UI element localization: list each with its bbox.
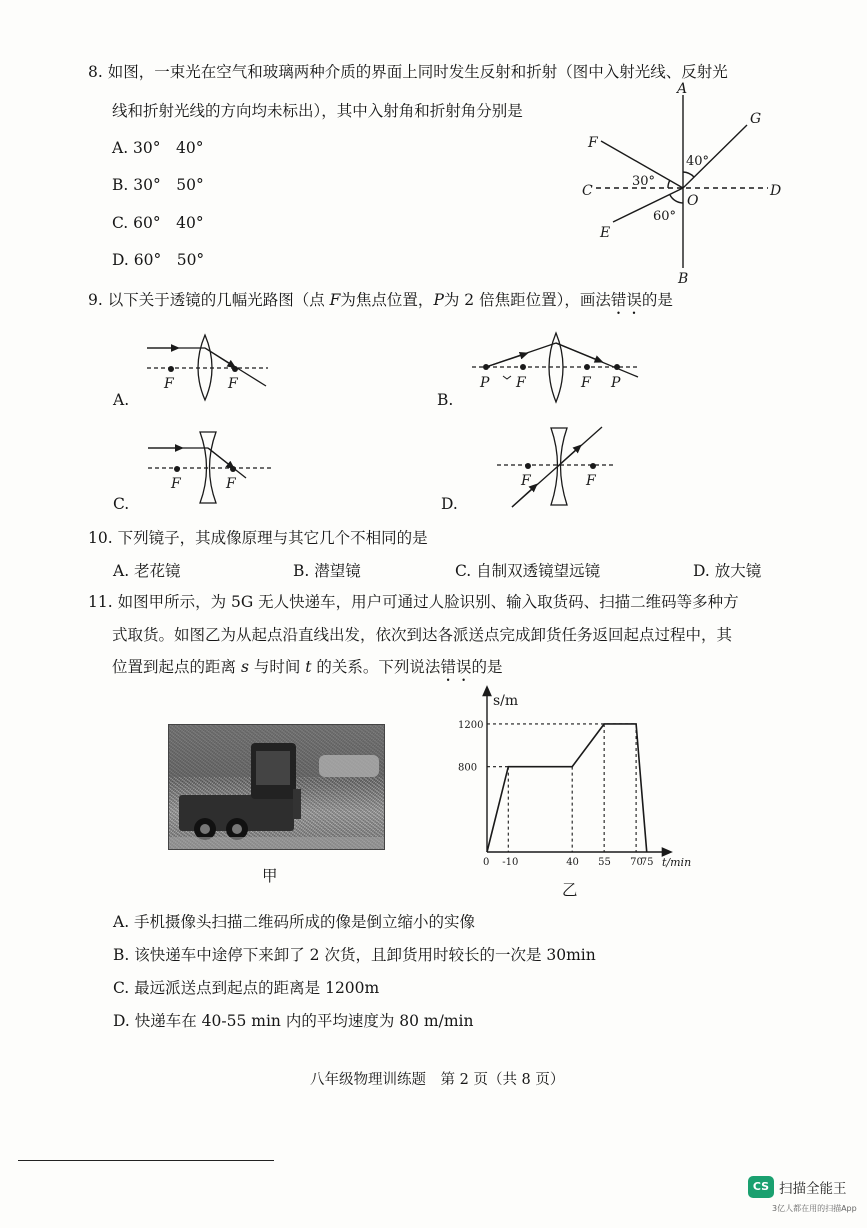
label-c: C — [582, 183, 593, 199]
q9-stem-post: 的是 — [641, 291, 673, 309]
q11-stem-t: t — [305, 658, 312, 676]
q9b-label-f1: F — [516, 375, 526, 391]
q8-option-b: B. 30° 50° — [112, 176, 204, 194]
q9-stem-mid2: 为 2 倍焦距位置），画法 — [443, 291, 611, 309]
q11-stem-s: s — [240, 658, 249, 676]
arc-40 — [683, 172, 694, 177]
q8-stem-line2: 线和折射光线的方向均未标出），其中入射角和折射角分别是 — [112, 102, 523, 120]
q9c-label-f2: F — [226, 476, 236, 492]
angle-label-40: 40° — [686, 154, 710, 169]
q10-option-b: B. 潜望镜 — [293, 562, 361, 580]
q9b-label-p2: P — [611, 375, 621, 391]
camscanner-tagline: 3亿人都在用的扫描App — [772, 1204, 857, 1213]
q9-diagram-a — [147, 335, 268, 400]
label-d: D — [770, 183, 782, 199]
q11-stem-line3-mid1: 与时间 — [248, 658, 306, 676]
q9d-label-f2: F — [586, 473, 596, 489]
q9-diagram-c — [148, 432, 272, 503]
concave-lens-d — [551, 428, 567, 505]
label-g: G — [750, 111, 762, 127]
label-f: F — [588, 135, 598, 151]
q9-letter-c: C. — [113, 495, 130, 513]
label-b: B — [678, 271, 689, 287]
q11-stem-line3-post: 的是 — [471, 658, 503, 676]
st-chart-ytick: 800 — [458, 762, 478, 774]
q9-stem-emph: 错误 — [610, 291, 642, 309]
q9-stem-p: P — [433, 291, 444, 309]
q11-stem-line3-pre: 位置到起点的距离 — [112, 658, 241, 676]
st-chart-xtick: 40 — [566, 857, 579, 868]
st-chart-xtick: 75 — [640, 857, 654, 868]
q9-stem-mid1: 为焦点位置， — [340, 291, 434, 309]
angle-label-30: 30° — [632, 174, 656, 189]
q11-stem-line1: 11. 如图甲所示，为 5G 无人快递车，用户可通过人脸识别、输入取货码、扫描二维码等多种方 — [88, 593, 739, 611]
arc-60 — [670, 195, 683, 203]
st-chart-guides — [487, 724, 636, 852]
st-chart-ylabel: s/m — [493, 693, 519, 709]
caption-yi: 乙 — [562, 881, 578, 899]
page-footer: 八年级物理训练题 第 2 页（共 8 页） — [310, 1072, 565, 1088]
q9-letter-a: A. — [113, 391, 130, 409]
st-chart-series-line — [487, 724, 647, 852]
q9-diagram-d — [497, 427, 615, 507]
q9b-label-p1: P — [480, 375, 490, 391]
q11-option-b: B. 该快递车中途停下来卸了 2 次货，且卸货用时较长的一次是 30min — [113, 946, 596, 964]
angle-label-60: 60° — [653, 209, 677, 224]
caption-jia: 甲 — [262, 867, 278, 885]
q9-letter-d: D. — [441, 495, 458, 513]
arc-30 — [668, 180, 670, 188]
q9-stem — [88, 290, 673, 318]
q11-stem-line3-mid2: 的关系。下列说法 — [311, 658, 441, 676]
q11-stem-line3 — [112, 657, 502, 685]
concave-lens-c — [200, 432, 216, 503]
st-chart-xtick: -10 — [502, 857, 519, 868]
camscanner-name: 扫描全能王 — [779, 1181, 847, 1197]
label-o: O — [687, 193, 699, 209]
q11-option-d: D. 快递车在 40-55 min 内的平均速度为 80 m/min — [113, 1012, 474, 1030]
delivery-vehicle-drawing — [169, 725, 384, 849]
q9d-label-f1: F — [521, 473, 531, 489]
q10-option-c: C. 自制双透镜望远镜 — [455, 562, 601, 580]
st-chart-y-ticks — [458, 720, 483, 774]
q9-diagram-b — [472, 333, 640, 402]
ray-og — [683, 125, 747, 188]
q8-option-d: D. 60° 50° — [112, 251, 205, 269]
convex-lens-a — [198, 335, 212, 400]
q8-option-c: C. 60° 40° — [112, 214, 204, 232]
st-chart-ytick: 1200 — [458, 719, 484, 731]
q8-option-a: A. 30° 40° — [112, 139, 204, 157]
st-chart-xtick: 0 — [483, 857, 490, 868]
delivery-vehicle-photo — [168, 724, 385, 850]
q9b-label-f2: F — [581, 375, 591, 391]
label-e: E — [600, 225, 611, 241]
q10-option-d: D. 放大镜 — [693, 562, 762, 580]
q9-stem-pre: 9. 以下关于透镜的几幅光路图（点 — [88, 291, 330, 309]
ray-eo — [613, 188, 683, 222]
label-a: A — [677, 81, 688, 97]
st-chart-xtick: 70 — [630, 857, 643, 868]
st-chart-xtick: 55 — [598, 857, 611, 868]
q8-stem-line1: 8. 如图，一束光在空气和玻璃两种介质的界面上同时发生反射和折射（图中入射光线、反射光 — [88, 63, 728, 81]
camscanner-logo-icon: CS — [748, 1176, 774, 1198]
q9-letter-b: B. — [437, 391, 454, 409]
convex-lens-b — [549, 333, 563, 402]
q9-stem-f: F — [329, 291, 341, 309]
q11-stem-emph: 错误 — [440, 658, 472, 676]
q10-stem: 10. 下列镜子，其成像原理与其它几个不相同的是 — [88, 529, 428, 547]
footer-rule — [18, 1160, 274, 1161]
q11-option-c: C. 最远派送点到起点的距离是 1200m — [113, 979, 380, 997]
st-chart-x-ticks — [483, 857, 653, 868]
ray-fo — [601, 141, 683, 188]
q10-option-a: A. 老花镜 — [113, 562, 181, 580]
q9c-label-f1: F — [171, 476, 181, 492]
q9a-label-f2: F — [228, 376, 238, 392]
q11-stem-line2: 式取货。如图乙为从起点沿直线出发，依次到达各派送点完成卸货任务返回起点过程中，其 — [112, 626, 733, 644]
q11-option-a: A. 手机摄像头扫描二维码所成的像是倒立缩小的实像 — [113, 913, 476, 931]
st-chart-xlabel: t/min — [662, 856, 692, 869]
q9a-label-f1: F — [164, 376, 174, 392]
